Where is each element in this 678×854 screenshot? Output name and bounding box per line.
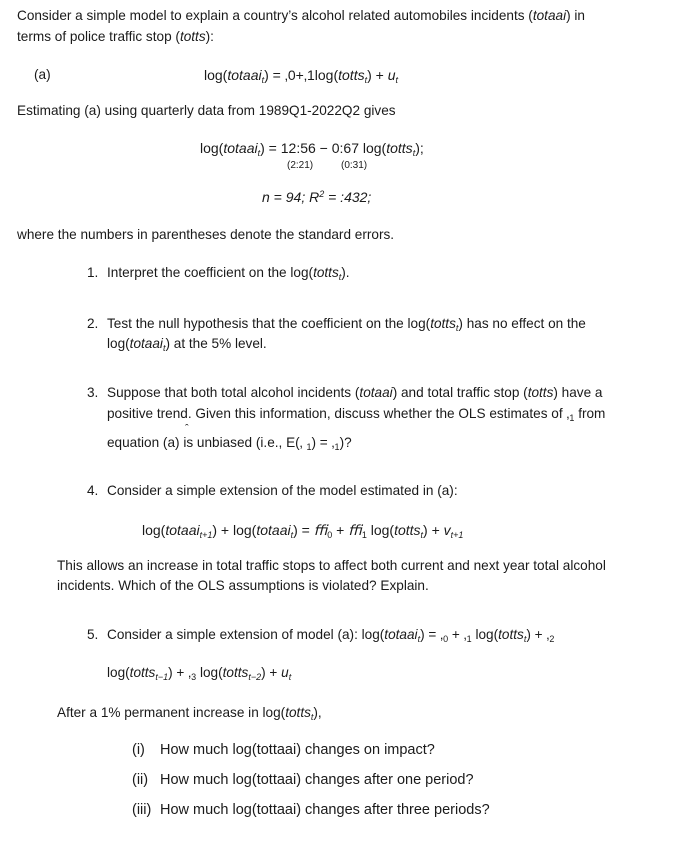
eq-var: totts	[394, 522, 421, 538]
eq-sub: t	[364, 75, 368, 85]
eq-var: totts	[313, 265, 339, 280]
question-text: Consider a simple extension of model (a): log(	[107, 627, 385, 642]
beta-0: ‚0	[284, 67, 296, 83]
sub-question-iii	[132, 801, 490, 819]
question-text: log(	[471, 627, 499, 642]
question-text: Test the null hypothesis that the coefficient on the log(	[107, 316, 431, 331]
eq-var: totaai	[165, 522, 200, 538]
intro-line-2	[17, 28, 214, 46]
eq-var: totaai	[129, 336, 163, 351]
eq-part: ) = 12:56 − 0:67 log(	[260, 140, 387, 156]
eq-part: ) =	[293, 522, 314, 538]
var-totts: totts	[179, 29, 206, 44]
eq-part: +	[332, 522, 349, 538]
var-totaai: totaai	[532, 8, 567, 23]
eq-part: ) +	[423, 522, 444, 538]
eq-var: totts	[386, 140, 413, 156]
question-number: 4.	[87, 483, 99, 498]
eq-part: log(	[314, 67, 339, 83]
eq-var: totaai	[384, 627, 418, 642]
eq-sub: t	[310, 712, 314, 722]
sub-question-text: How much log(tottaai) changes on impact?	[160, 742, 435, 758]
question-2-line-2	[107, 335, 267, 357]
hat-accent: ˆ	[185, 423, 189, 435]
sub-question-text: How much log(tottaai) changes after one period?	[160, 772, 474, 788]
question-number: 3.	[87, 385, 99, 400]
question-text: ).	[341, 265, 350, 280]
question-text: log(	[107, 336, 130, 351]
eq-sub: 0	[443, 634, 449, 644]
intro-line-1	[17, 7, 585, 25]
eq-var: totts	[222, 665, 249, 680]
question-text: positive trend. Given this information, discuss whether the OLS estimates of ‚	[107, 406, 570, 421]
eq-var: totaai	[256, 522, 291, 538]
eq-var: u	[281, 665, 289, 680]
eq-part: log(	[204, 67, 228, 83]
eq-sub: t	[455, 323, 459, 333]
question-text: ) + ‚	[168, 665, 192, 680]
eq-sub: t	[420, 530, 424, 540]
eq-part: =	[268, 67, 285, 83]
eq-sub: 2	[549, 634, 555, 644]
question-text: Suppose that both total alcohol incidents (	[107, 385, 360, 400]
eq-sub: t	[162, 343, 166, 353]
intro-text: ):	[205, 29, 214, 44]
eq-sub: t	[412, 148, 416, 158]
eq-sub: t−1	[155, 672, 169, 682]
eq-var: v	[443, 522, 451, 538]
question-4-para-1: This allows an increase in total traffic stops to affect both current and next year total alcohol	[57, 558, 606, 573]
eq-sub: t	[261, 75, 265, 85]
eq-part: log(	[142, 522, 166, 538]
eq-sub: t	[338, 272, 342, 282]
eq-sub: 1	[466, 634, 472, 644]
sub-question-text: How much log(tottaai) changes after three periods?	[160, 802, 490, 818]
estimating-line: Estimating (a) using quarterly data from 1989Q1-2022Q2 gives	[17, 103, 396, 118]
question-text: log(	[196, 665, 223, 680]
sub-question-number: (i)	[132, 742, 145, 758]
stat-sup: 2	[319, 189, 325, 199]
question-text: After a 1% permanent increase in log(	[57, 705, 286, 720]
intro-text: ) in	[566, 8, 585, 23]
question-4-para-2: incidents. Which of the OLS assumptions is violated? Explain.	[57, 578, 429, 593]
question-text: ) = ‚	[420, 627, 444, 642]
question-text: ),	[313, 705, 322, 720]
question-text: ) + ‚	[526, 627, 550, 642]
delta-1: ﬃ	[348, 522, 362, 538]
question-text: Interpret the coefficient on the log(	[107, 265, 314, 280]
fit-statistics	[262, 185, 371, 206]
eq-sub: t−2	[248, 672, 262, 682]
eq-var: totts	[498, 627, 524, 642]
question-2-line-1	[87, 315, 586, 337]
question-text: ) and total traffic stop (	[392, 385, 528, 400]
intro-text: terms of police traffic stop (	[17, 29, 180, 44]
question-text: )?	[339, 435, 352, 450]
eq-sub: t	[395, 75, 399, 85]
question-4	[87, 482, 458, 500]
std-error-1: (2:21)	[287, 160, 314, 171]
eq-sub: t+1	[199, 530, 213, 540]
question-text: ) at the 5% level.	[165, 336, 267, 351]
question-number: 1.	[87, 265, 99, 280]
eq-var: totts	[527, 385, 554, 400]
eq-sub: t	[417, 634, 421, 644]
eq-sub: 1	[334, 442, 340, 452]
eq-sub: 1	[306, 442, 312, 452]
eq-sub: 1	[361, 530, 367, 540]
sub-question-ii	[132, 771, 474, 789]
question-5-line-1	[87, 626, 554, 648]
eq-sub: t	[290, 530, 294, 540]
beta-1: ‚1	[303, 67, 315, 83]
question-text: Consider a simple extension of the model estimated in (a):	[107, 483, 458, 498]
eq-var: u	[387, 67, 396, 83]
eq-sub: 3	[191, 672, 197, 682]
eq-var: totts	[285, 705, 311, 720]
question-5-line-2	[107, 664, 291, 686]
delta-0: ﬃ	[313, 522, 328, 538]
eq-sub: t	[523, 634, 527, 644]
question-3-line-2	[107, 405, 605, 427]
std-error-2: (0:31)	[341, 160, 368, 171]
question-text: ) have a	[553, 385, 603, 400]
eq-var: totaai	[227, 67, 262, 83]
eq-sub: 0	[327, 530, 333, 540]
question-text: + ‚	[448, 627, 467, 642]
eq-sub: t	[257, 148, 261, 158]
sub-question-i	[132, 741, 435, 759]
model-a-equation	[204, 66, 398, 89]
question-text: from	[574, 406, 606, 421]
question-number: 5.	[87, 627, 99, 642]
question-1	[87, 264, 350, 286]
where-line: where the numbers in parentheses denote the standard errors.	[17, 227, 395, 242]
question-number: 2.	[87, 316, 99, 331]
question-text: ) has no effect on the	[458, 316, 586, 331]
eq-part: log(	[200, 140, 224, 156]
eq-var: totts	[430, 316, 456, 331]
eq-part: )	[367, 67, 372, 83]
eq-part: )	[264, 67, 269, 83]
question-4-equation	[142, 521, 463, 544]
eq-part: +	[295, 67, 304, 83]
eq-var: totaai	[359, 385, 393, 400]
question-3-line-3	[107, 434, 352, 456]
eq-part: );	[415, 140, 424, 156]
question-3-line-1	[87, 384, 603, 402]
eq-var: totaai	[223, 140, 258, 156]
intro-text: Consider a simple model to explain a country’s alcohol related automobiles incidents (	[17, 8, 533, 23]
stat-r2: = :432;	[324, 189, 372, 205]
question-text: ) +	[261, 665, 282, 680]
question-text: ) = ‚	[311, 435, 335, 450]
eq-sub: t+1	[450, 530, 464, 540]
question-text: equation (a) is unbiased (i.e., E(‚	[107, 435, 307, 450]
eq-var: totts	[338, 67, 365, 83]
stat-n: n = 94; R	[262, 189, 320, 205]
question-text: log(	[107, 665, 130, 680]
eq-part: +	[371, 67, 388, 83]
eq-part: ) + log(	[212, 522, 257, 538]
eq-sub: t	[288, 672, 292, 682]
model-label: (a)	[34, 67, 51, 82]
eq-sub: 1	[569, 413, 575, 423]
sub-question-number: (ii)	[132, 772, 149, 788]
eq-var: totts	[129, 665, 156, 680]
eq-part: log(	[366, 522, 395, 538]
sub-question-number: (iii)	[132, 802, 152, 818]
question-5-after	[57, 704, 322, 726]
